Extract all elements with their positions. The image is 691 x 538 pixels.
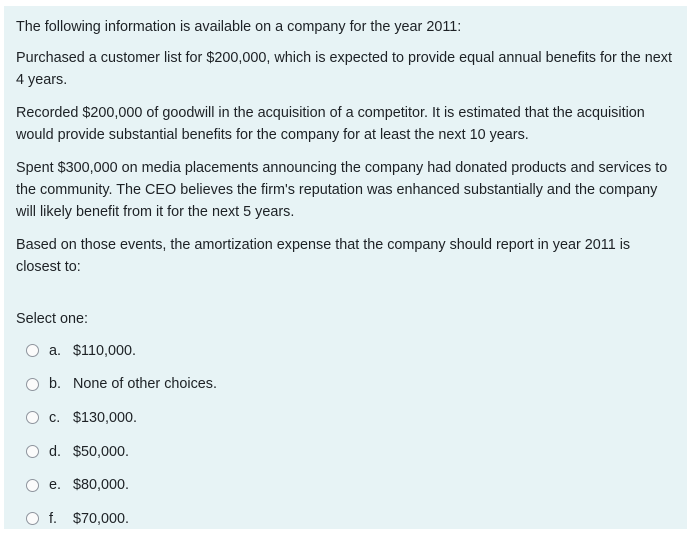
option-text: $80,000. xyxy=(73,477,130,494)
option-letter: e. xyxy=(49,477,62,494)
answer-option-c[interactable] xyxy=(16,401,675,435)
question-paragraph: The following information is available on a company for the year 2011: xyxy=(16,19,462,35)
question-paragraph: Based on those events, the amortization expense that the company should report in year 2011 is closest to: xyxy=(16,237,631,275)
radio-button[interactable] xyxy=(26,445,39,458)
question-panel xyxy=(4,6,687,529)
question-paragraph: Spent $300,000 on media placements announcing the company had donated products and services to the community. The CEO believes the firm's reputation was enhanced substantially and the company will likely benefit from it for the next 5 years. xyxy=(16,160,668,220)
question-paragraph: Recorded $200,000 of goodwill in the acquisition of a competitor. It is estimated that the acquisition would provide substantial benefits for the company for at least the next 10 years. xyxy=(16,105,645,143)
radio-button[interactable] xyxy=(26,344,39,357)
option-text: None of other choices. xyxy=(73,376,217,393)
answer-options xyxy=(16,334,675,536)
answer-option-d[interactable] xyxy=(16,435,675,469)
answer-option-b[interactable] xyxy=(16,368,675,402)
question-paragraph: Purchased a customer list for $200,000, which is expected to provide equal annual benefits for the next 4 years. xyxy=(16,50,672,88)
option-text: $70,000. xyxy=(73,510,130,527)
option-letter: d. xyxy=(49,443,62,460)
option-letter: c. xyxy=(49,409,61,426)
question-text xyxy=(16,16,675,278)
select-one-prompt: Select one: xyxy=(16,311,89,327)
radio-button[interactable] xyxy=(26,512,39,525)
option-letter: b. xyxy=(49,376,62,393)
option-letter: f. xyxy=(49,510,57,527)
answer-option-e[interactable] xyxy=(16,468,675,502)
option-letter: a. xyxy=(49,342,62,359)
answer-option-f[interactable] xyxy=(16,502,675,536)
option-text: $130,000. xyxy=(73,409,138,426)
answer-option-a[interactable] xyxy=(16,334,675,368)
radio-button[interactable] xyxy=(26,411,39,424)
option-text: $50,000. xyxy=(73,443,130,460)
option-text: $110,000. xyxy=(73,342,136,359)
radio-button[interactable] xyxy=(26,479,39,492)
radio-button[interactable] xyxy=(26,378,39,391)
